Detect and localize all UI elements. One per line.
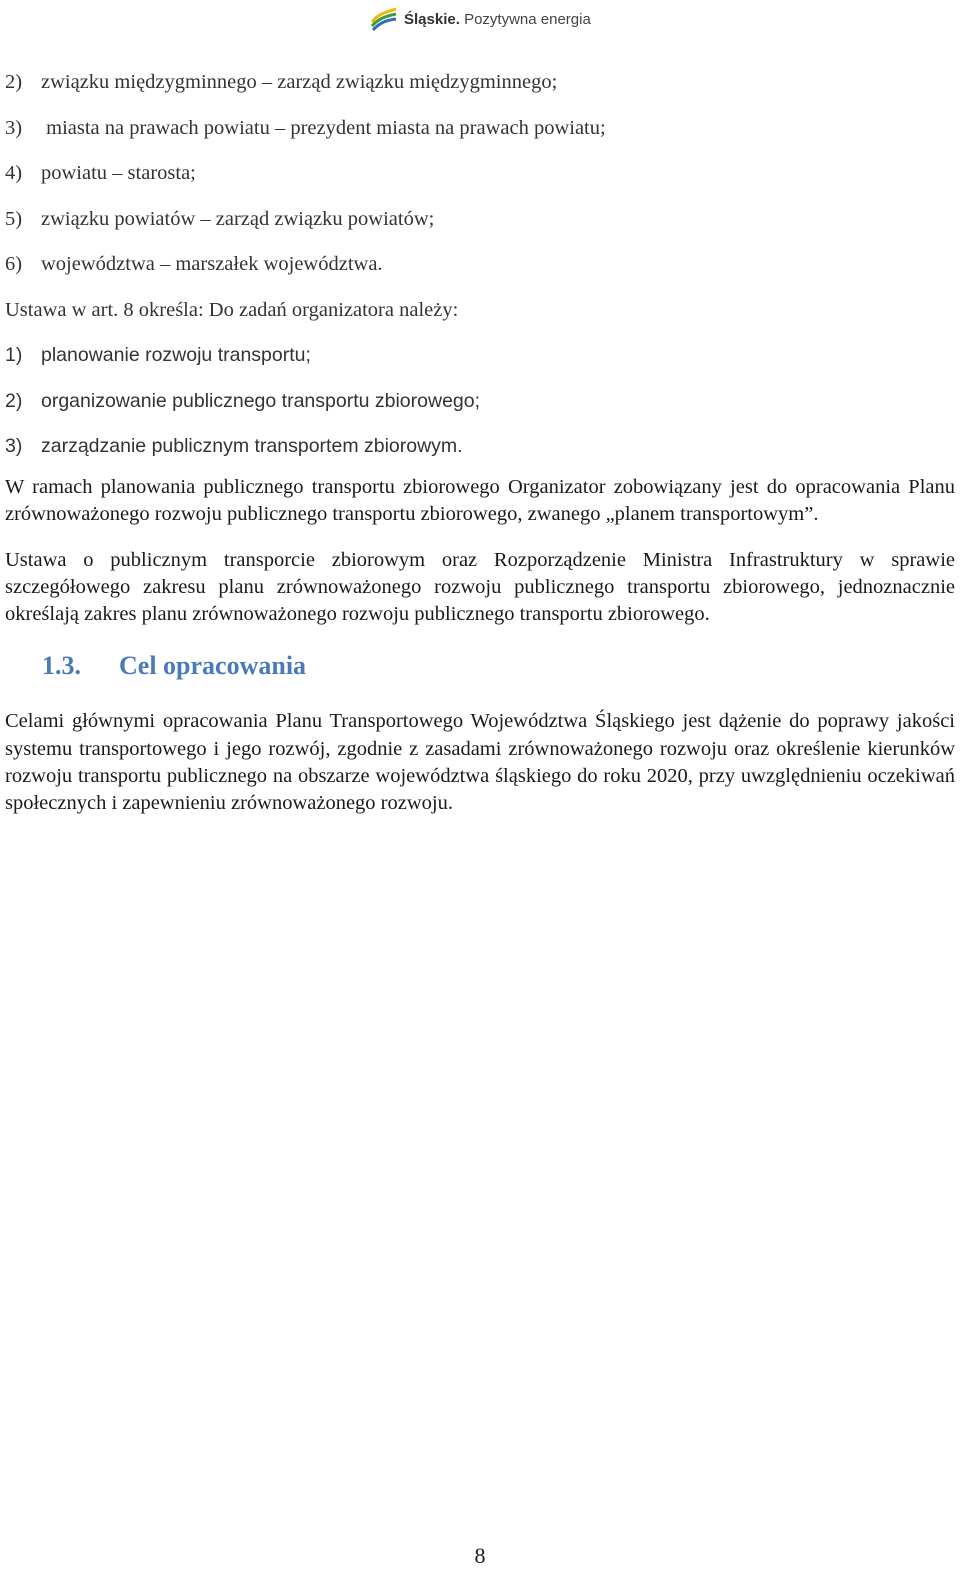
list-item [5,116,955,140]
list-item-number: 6) [5,253,23,275]
list-item [5,70,955,94]
list-item-number: 3) [5,116,23,139]
paragraph: W ramach planowania publicznego transportu zbiorowego Organizator zobowiązany jest do opracowania Planu zrównoważonego rozwoju publicznego transportu zbiorowego, zwanego „planem transportowym”. [5,476,955,526]
document-body [5,70,955,836]
list-item-text: powiatu – starosta; [41,162,196,184]
list-item-number: 1) [5,344,23,366]
list-item-number: 5) [5,207,23,230]
list-item [5,252,955,276]
intro-line: Ustawa w art. 8 określa: Do zadań organizatora należy: [5,298,459,321]
list-item [5,343,955,367]
header-logo [370,6,591,32]
page-number: 8 [474,1543,486,1568]
slaskie-logo-icon [370,6,398,32]
list-item-text: planowanie rozwoju transportu; [41,344,311,366]
list-item-text: zarządzanie publicznym transportem zbiorowym. [41,435,463,457]
list-item-text: organizowanie publicznego transportu zbiorowego; [41,389,481,412]
list-item [5,207,955,231]
section-number: 1.3. [42,651,81,681]
list-item-number: 3) [5,435,23,457]
list-item-text: związku międzygminnego – zarząd związku międzygminnego; [41,71,558,93]
list-item [5,434,955,458]
list-item [5,389,955,413]
list-item-number: 2) [5,389,23,412]
list-item-text: związku powiatów – zarząd związku powiatów; [41,207,435,230]
logo-text [404,11,591,28]
paragraph: Ustawa o publicznym transporcie zbiorowym oraz Rozporządzenie Ministra Infrastruktury w sprawie szczegółowego zakresu planu zrównoważonego rozwoju publicznego transportu zbiorowego, jednoznacznie określają zakres planu zrównoważonego rozwoju publicznego transportu zbiorowego. [5,548,955,626]
list-item-number: 4) [5,162,23,184]
logo-brand: Śląskie. [404,10,460,28]
list-item-text: miasta na prawach powiatu – prezydent miasta na prawach powiatu; [41,116,606,139]
list-item-text: województwa – marszałek województwa. [41,253,383,275]
section-paragraph: Celami głównymi opracowania Planu Transportowego Województwa Śląskiego jest dążenie do poprawy jakości systemu transportowego i jego rozwój, zgodnie z zasadami zrównoważonego rozwoju oraz określenie kierunków rozwoju transportu publicznego na obszarze województwa śląskiego do roku 2020, przy uwzględnieniu oczekiwań społecznych i zapewnieniu zrównoważonego rozwoju. [5,710,955,815]
list-item [5,161,955,185]
section-heading [42,646,955,686]
logo-slogan: Pozytywna energia [464,10,591,28]
list-item-number: 2) [5,71,23,93]
section-title: Cel opracowania [119,651,307,681]
